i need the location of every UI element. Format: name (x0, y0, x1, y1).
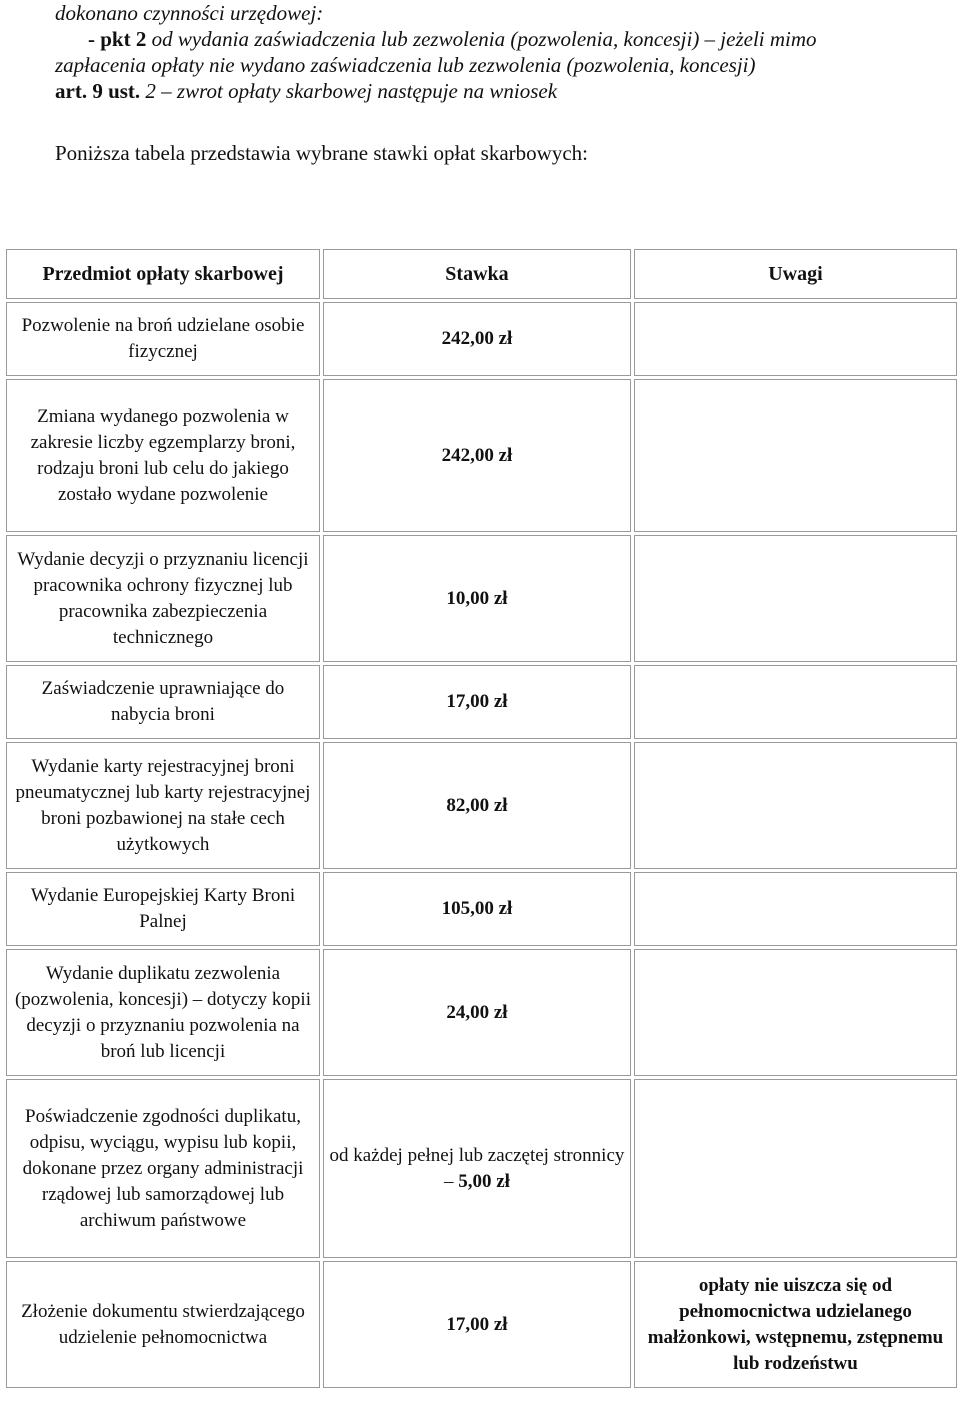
row-note (634, 742, 957, 869)
row-rate: 17,00 zł (323, 665, 631, 739)
row-note (634, 302, 957, 376)
intro-line-2-bold: - pkt 2 (88, 27, 147, 51)
table-row (6, 1079, 957, 1258)
intro-line-4 (55, 78, 945, 104)
fees-table (3, 246, 960, 1391)
table-row (6, 535, 957, 662)
row-rate-value: 5,00 zł (458, 1170, 510, 1192)
table-row (6, 1261, 957, 1388)
table-row (6, 379, 957, 532)
row-rate: 17,00 zł (323, 1261, 631, 1388)
table-row (6, 742, 957, 869)
row-subject: Wydanie karty rejestracyjnej broni pneumatycznej lub karty rejestracyjnej broni pozbawionej na stałe cech użytkowych (6, 742, 320, 869)
row-subject: Poświadczenie zgodności duplikatu, odpisu, wyciągu, wypisu lub kopii, dokonane przez organy administracji rządowej lub samorządowej lub archiwum państwowe (6, 1079, 320, 1258)
row-rate (323, 1079, 631, 1258)
row-subject: Pozwolenie na broń udzielane osobie fizycznej (6, 302, 320, 376)
row-note (634, 535, 957, 662)
row-note (634, 872, 957, 946)
table-header-row (6, 249, 957, 299)
intro-line-2-italic: od wydania zaświadczenia lub zezwolenia (pozwolenia, koncesji) – jeżeli mimo (146, 27, 817, 51)
row-rate: 242,00 zł (323, 379, 631, 532)
row-rate: 82,00 zł (323, 742, 631, 869)
header-notes: Uwagi (634, 249, 957, 299)
row-note: opłaty nie uiszcza się od pełnomocnictwa udzielanego małżonkowi, wstępnemu, zstępnemu lub rodzeństwu (634, 1261, 957, 1388)
row-note (634, 1079, 957, 1258)
header-subject: Przedmiot opłaty skarbowej (6, 249, 320, 299)
row-subject: Wydanie decyzji o przyznaniu licencji pracownika ochrony fizycznej lub pracownika zabezpieczenia technicznego (6, 535, 320, 662)
row-note (634, 665, 957, 739)
intro-line-1: dokonano czynności urzędowej: (55, 1, 324, 25)
intro-text (55, 0, 945, 104)
row-rate: 24,00 zł (323, 949, 631, 1076)
row-rate: 10,00 zł (323, 535, 631, 662)
intro-line-2 (55, 26, 945, 52)
table-row (6, 302, 957, 376)
table-lead-text: Poniższa tabela przedstawia wybrane stawki opłat skarbowych: (55, 141, 588, 165)
table-row (6, 872, 957, 946)
table-row (6, 949, 957, 1076)
row-subject: Złożenie dokumentu stwierdzającego udzielenie pełnomocnictwa (6, 1261, 320, 1388)
row-subject: Zmiana wydanego pozwolenia w zakresie liczby egzemplarzy broni, rodzaju broni lub celu do jakiego zostało wydane pozwolenie (6, 379, 320, 532)
intro-line-4-italic: 2 – zwrot opłaty skarbowej następuje na wniosek (145, 79, 558, 103)
row-subject: Wydanie duplikatu zezwolenia (pozwolenia, koncesji) – dotyczy kopii decyzji o przyznaniu pozwolenia na broń lub licencji (6, 949, 320, 1076)
header-rate: Stawka (323, 249, 631, 299)
row-note (634, 379, 957, 532)
row-note (634, 949, 957, 1076)
row-subject: Wydanie Europejskiej Karty Broni Palnej (6, 872, 320, 946)
row-rate-prefix: od każdej pełnej lub zaczętej stronnicy – (329, 1144, 625, 1192)
table-row (6, 665, 957, 739)
row-rate: 105,00 zł (323, 872, 631, 946)
intro-line-4-bold: art. 9 ust. (55, 79, 146, 103)
intro-line-3: zapłacenia opłaty nie wydano zaświadczenia lub zezwolenia (pozwolenia, koncesji) (55, 53, 756, 77)
row-subject: Zaświadczenie uprawniające do nabycia broni (6, 665, 320, 739)
row-rate: 242,00 zł (323, 302, 631, 376)
